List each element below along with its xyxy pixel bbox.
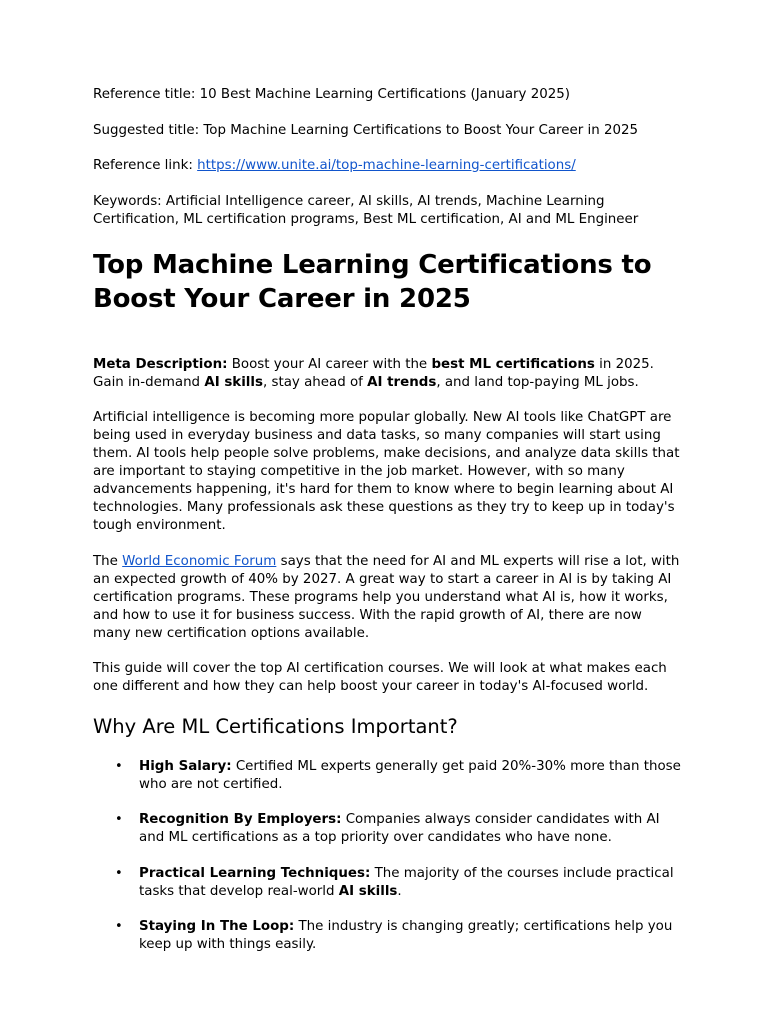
list-item-text: The industry is changing greatly; certifications help you keep up with things easily. bbox=[139, 919, 673, 952]
list-item bbox=[93, 865, 683, 901]
suggested-title: Suggested title: Top Machine Learning Certifications to Boost Your Career in 2025 bbox=[93, 122, 639, 138]
list-item-text: Companies always consider candidates with AI and ML certifications as a top priority over candidates who have none. bbox=[139, 812, 660, 845]
list-item bbox=[93, 811, 683, 847]
meta-bold: AI skills bbox=[204, 374, 263, 390]
bullet-icon: • bbox=[115, 865, 123, 881]
paragraph-text: says that the need for AI and ML experts will rise a lot, with an expected growth of 40% by 2027. A great way to start a career in AI is by taking AI certification programs. These programs help you understand what AI is, how it works, and how to use it for business success. With the rapid growth of AI, there are now many new certification options available. bbox=[93, 553, 680, 641]
list-item-text: . bbox=[397, 883, 402, 899]
bullet-icon: • bbox=[115, 812, 123, 827]
list-item-label: Practical Learning Techniques: bbox=[139, 865, 371, 881]
meta-description-label: Meta Description: bbox=[93, 356, 228, 372]
meta-bold: AI trends bbox=[367, 374, 437, 390]
list-item-label: Staying In The Loop: bbox=[139, 919, 295, 934]
list-item-bold: AI skills bbox=[338, 883, 398, 899]
list-item-text: The majority of the courses include practical tasks that develop real-world bbox=[139, 865, 674, 899]
meta-description bbox=[93, 356, 683, 392]
world-economic-forum-link[interactable]: World Economic Forum bbox=[122, 553, 277, 569]
meta-text: in 2025. Gain in-demand bbox=[93, 356, 654, 390]
meta-bold: best ML certifications bbox=[431, 356, 595, 372]
meta-text: , stay ahead of bbox=[262, 374, 368, 390]
section-heading: Why Are ML Certifications Important? bbox=[93, 714, 458, 738]
meta-text: Boost your AI career with the bbox=[227, 356, 432, 372]
article-title: Top Machine Learning Certifications to Boost Your Career in 2025 bbox=[93, 249, 652, 314]
bullet-icon: • bbox=[115, 919, 123, 934]
reference-link-line bbox=[93, 157, 683, 175]
paragraph-guide: This guide will cover the top AI certification courses. We will look at what makes each one different and how they can help boost your career in today's AI-focused world. bbox=[93, 661, 667, 694]
list-item bbox=[93, 758, 683, 794]
benefits-list bbox=[93, 758, 683, 955]
list-item-label: High Salary: bbox=[139, 758, 232, 774]
list-item-text: Certified ML experts generally get paid 20%-30% more than those who are not certified. bbox=[139, 758, 681, 792]
meta-text: , and land top-paying ML jobs. bbox=[436, 374, 639, 390]
keywords: Keywords: Artificial Intelligence career, AI skills, AI trends, Machine Learning Certification, ML certification programs, Best ML certification, AI and ML Engineer bbox=[93, 193, 639, 227]
list-item-label: Recognition By Employers: bbox=[139, 812, 342, 827]
paragraph-wef bbox=[93, 553, 683, 643]
paragraph-intro: Artificial intelligence is becoming more popular globally. New AI tools like ChatGPT are being used in everyday business and data tasks, so many companies will start using them. AI tools help people solve problems, make decisions, and analyze data skills that are important to staying competitive in the job market. However, with so many advancements happening, it's hard for them to know where to begin learning about AI technologies. Many professionals ask these questions as they try to keep up in today's tough environment. bbox=[93, 410, 680, 533]
reference-link-label: Reference link: bbox=[93, 158, 198, 173]
reference-link[interactable]: https://www.unite.ai/top-machine-learning-certifications/ bbox=[197, 158, 576, 173]
list-item bbox=[93, 918, 683, 954]
reference-title: Reference title: 10 Best Machine Learning Certifications (January 2025) bbox=[93, 87, 571, 102]
document-page bbox=[93, 86, 683, 972]
paragraph-text: The bbox=[93, 553, 123, 569]
bullet-icon: • bbox=[115, 758, 123, 774]
